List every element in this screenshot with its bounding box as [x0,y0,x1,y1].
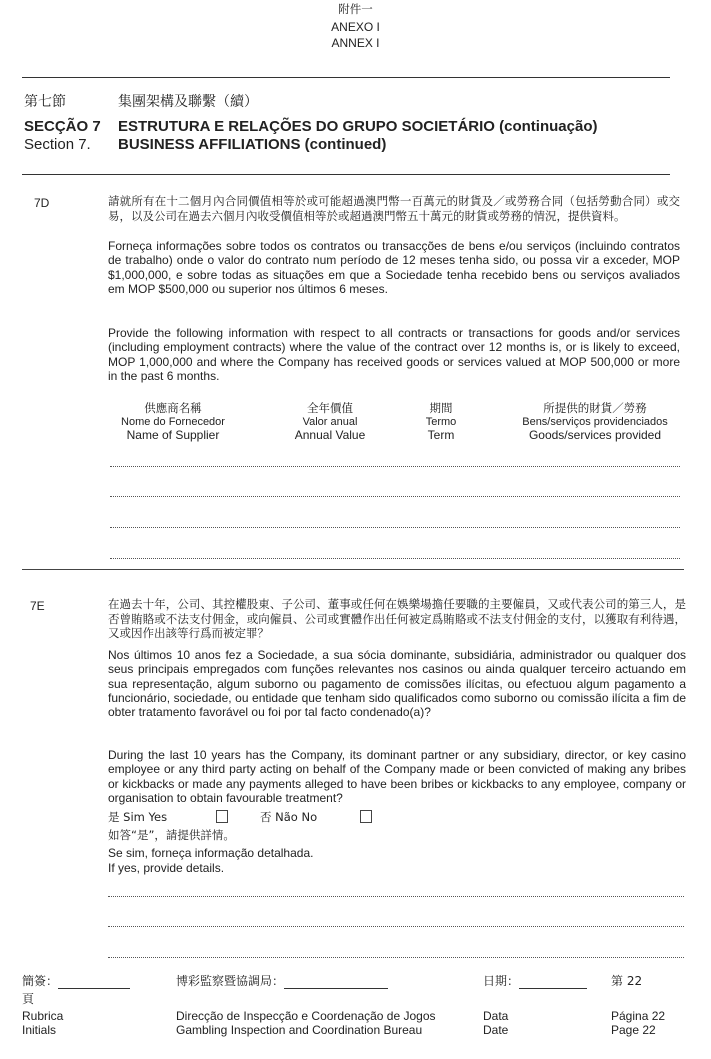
bureau-name-pt: Direcção de Inspecção e Coordenação de Jogos [176,1009,436,1023]
fill-in-line[interactable] [108,957,684,958]
page-number-en: Page 22 [611,1023,656,1037]
bureau-field[interactable] [284,974,388,989]
fill-in-line[interactable] [110,466,680,467]
date-label-en: Date [483,1023,509,1037]
question-text-zh: 請就所有在十二個月內合同價值相等於或可能超過澳門幣一百萬元的財貨及／或勞務合同（包括勞動合同）或交易，以及公司在過去六個月內收受價值相等於或超過澳門幣五十萬元的財貨或勞務的情況，提供資料。 [108,194,680,223]
initials-label-pt: Rubrica [22,1009,64,1023]
date-field[interactable] [519,974,587,989]
divider [22,174,670,175]
date-label-zh: 日期： [483,974,587,989]
annex-title-en: ANNEX I [331,36,380,50]
question-text-en: During the last 10 years has the Company, its dominant partner or any subsidiary, director, or key casino employee or any third party acting on behalf of the Company made or been convicted of making any bribes or kickbacks or made any payments alleged to have been bribes or kickbacks to any employee, company or organisation to obtain favourable treatment? [108,748,686,805]
section-title-en: BUSINESS AFFILIATIONS (continued) [118,136,387,153]
question-number: 7E [30,599,45,613]
section-title-pt: ESTRUTURA E RELAÇÕES DO GRUPO SOCIETÁRIO (continuação) [118,118,598,135]
page-number-zh-suffix: 頁 [22,992,35,1006]
date-label-pt: Data [483,1009,509,1023]
fill-in-line[interactable] [108,896,684,897]
section-number-en: Section 7. [24,136,91,153]
question-text-pt: Nos últimos 10 anos fez a Sociedade, a sua sócia dominante, subsidiária, administrador ou qualquer dos seus principais empregados com funções relevantes nos casinos ou ainda qualquer terceiro actuando em sua representação, algum suborno ou pagamento de comissões ilícitas, ou efectuou algum pagamento a funcionário, sociedade, ou entidade que tenham sido qualificados como suborno ou comissão ilícita a fim de obter tratamento favorável ou foi por tal facto condenado(a)? [108,648,686,720]
if-yes-zh: 如答“是”，請提供詳情。 [108,828,235,842]
initials-field[interactable] [58,974,130,989]
fill-in-line[interactable] [110,496,680,497]
section-title-zh: 集團架構及聯繫（續） [118,94,258,110]
yes-checkbox[interactable] [216,810,228,823]
initials-label-en: Initials [22,1023,57,1037]
if-yes-en: If yes, provide details. [108,861,225,875]
column-header-term: 期間 Termo Term [425,401,457,442]
fill-in-line[interactable] [110,527,680,528]
question-text-pt: Forneça informações sobre todos os contratos ou transacções de bens e/ou serviços (incluindo contratos de trabalho) onde o valor do contrato num período de 12 meses tenha sido, ou possa vir a exceder, MOP $1,000,000, e sobre todas as situações em que a Sociedade tenha recebido bens ou serviços avaliados em MOP $500,000 ou superior nos últimos 6 meses. [108,239,680,296]
no-checkbox[interactable] [360,810,372,823]
page-number-pt: Página 22 [611,1009,666,1023]
if-yes-pt: Se sim, forneça informação detalhada. [108,846,314,860]
fill-in-line[interactable] [108,926,684,927]
divider [22,77,670,78]
question-text-en: Provide the following information with respect to all contracts or transactions for goods and/or services (including employment contracts) where the value of the contract over 12 months is, or is likely to exceed, MOP 1,000,000 and where the Company has received goods or services valued at MOP 500,000 or more in the past 6 months. [108,326,680,383]
fill-in-line[interactable] [110,558,680,559]
question-number: 7D [34,196,50,210]
annex-title-pt: ANEXO I [331,20,380,34]
divider [22,569,684,570]
bureau-name-en: Gambling Inspection and Coordination Bureau [176,1023,423,1037]
annex-title-zh: 附件一 [338,2,373,16]
initials-label-zh: 簡簽： [22,974,130,989]
section-number-zh: 第七節 [24,94,66,110]
question-text-zh: 在過去十年，公司、其控權股東、子公司、董事或任何在娛樂場擔任要職的主要僱員，又或代表公司的第三人，是否曾賄賂或不法支付佣金，或向僱員、公司或實體作出任何被定爲賄賂或不法支付佣金的支付，以獲取有利待遇，又或因作出該等行爲而被定罪？ [108,597,686,640]
section-number-pt: SECÇÃO 7 [24,118,101,135]
column-header-annual-value: 全年價值 Valor anual Annual Value [294,401,366,442]
column-header-supplier: 供應商名稱 Nome do Fornecedor Name of Supplier [121,401,225,442]
answer-yes: 是 Sim Yes [108,810,168,824]
bureau-label-zh: 博彩監察暨協調局： [176,974,388,989]
answer-no: 否 Não No [260,810,318,824]
page-number-zh: 第 22 [611,974,643,988]
column-header-goods-services: 所提供的財貨／勞務 Bens/serviços providenciados Goods/services provided [522,401,668,442]
